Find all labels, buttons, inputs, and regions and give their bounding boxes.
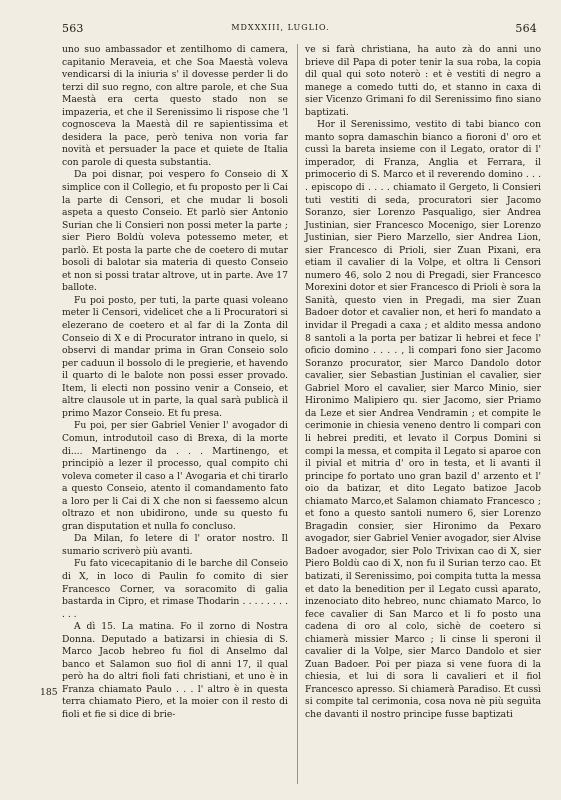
right-column	[305, 44, 541, 722]
left-column-paragraph: Da poi disnar, poi vespero fo Conseio di X simplice con il Collegio, et fu proposto per li Cai la parte di Censori, et che mudar li bosoli aspeta a questo Conseio. Et parlò sier Antonio Surian che li Consieri non possi meter la parte ; sier Piero Boldù voleva potessemo meter, et parlò. Et posta la parte che de coetero di mutar bosoli di balotar sia materia di questo Conseio et non si possi tratar altrove, ut in parte. Ave 17 ballote.	[62, 169, 288, 294]
left-page-number: 563	[62, 22, 84, 35]
running-title: MDXXXIII, LUGLIO.	[231, 23, 330, 32]
right-page-number: 564	[515, 22, 537, 35]
left-column-paragraph: uno suo ambassador et zentilhomo di camera, capitanio Meraveia, et che Soa Maestà voleva vendicarsi di la iniuria s' il dovesse perder li do terzi dil suo regno, con altre parole, et che Sua Maestà era certa questo stado non se impazeria, et che il Serenissimo li rispose che 'l cognosceva la Maestà dil re sapientissima et desidera la pace, però teniva non voria far novità et persuader la pace et quiete de Italia con parole di questa substantia.	[62, 44, 288, 168]
left-column-paragraph: A dì 15. La matina. Fo il zorno di Nostra Donna. Deputado a batizarsi in chiesia di S. Marco Jacob hebreo fu fiol di Anselmo dal banco et Salamon suo fiol di anni 17, il qual però ha do altri fioli fati christiani, et uno è in Franza chiamato Paulo . . . l' altro è in questa terra chiamato Piero, et la moier con il resto di fioli et fie si dice di brie-	[62, 621, 288, 720]
left-column	[62, 44, 288, 722]
right-column-paragraph: ve si farà christiana, ha auto zà do anni uno brieve dil Papa di poter tenir la sua roba, la copia dil qual qui soto noterò : et è vestiti di negro a manege a comedo tutti do, et stanno in caxa di sier Vicenzo Grimani fo dil Serenissimo fino siano baptizati.	[305, 44, 541, 118]
left-column-paragraph: Fu poi posto, per tuti, la parte quasi voleano meter li Censori, videlicet che a li Procuratori si elezerano de coetero et al far di la Zonta dil Conseio di X e di Procurator intrano in quelo, si observi di mandar prima in Gran Conseio solo per caduun il bossolo di le pregierie, et havendo il quarto di le balote non possi esser provado. Item, li electi non possino venir a Conseio, et altre clausole ut in parte, la qual sarà publicà il primo Mazor Conseio. Et fu presa.	[62, 294, 288, 419]
right-column-paragraph: Hor il Serenissimo, vestito di tabi bianco con manto sopra damaschin bianco a fioroni d' oro et cussì la bareta insieme con il Legato, orator di l' imperador, di Franza, Anglia et Ferrara, il primocerio di S. Marco et il reverendo domino . . . . episcopo di . . . . chiamato il Gergeto, li Consieri tuti vestiti di seda, procuratori sier Jacomo Soranzo, sier Lorenzo Pasqualigo, sier Andrea Justinian, sier Francesco Mocenigo, sier Lorenzo Justinian, sier Piero Marzello, sier Andrea Lion, sier Francesco di Prioli, sier Zuan Pixani, era etiam il cavalier di la Volpe, et oltra li Censori numero 46, solo 2 nou di Pregadi, sier Francesco Morexini dotor et sier Francesco di Prioli è sora la Sanità, questo vien in Pregadi, ma sier Zuan Badoer dotor et cavalier non, et heri fo mandato a invidar il Pregadi a caxa ; et aldito messa andono 8 santoli a la porta per batizar li hebrei et fece l' oficio domino . . . . , li compari fono sier Jacomo Soranzo procurator, sier Marco Dandolo dotor cavalier, sier Sebastian Justinian el cavalier, sier Gabriel Moro el cavalier, sier Marco Minio, sier Hironimo Malipiero qu. sier Jacomo, sier Priamo da Leze et sier Andrea Vendramin ; et compite le cerimonie in chiesia veneno dentro li compari con li hebrei prediti, et levato il Corpus Domini si compi la messa, et compita il Legato si aparoe con il pivial et mitria d' oro in testa, et li avanti il principe fo portato uno gran bazil d' arzento et l' oio da batizar, et dito Legato batizoe Jacob chiamato Marco,et Salamon chiamato Francesco ; et fono a questo santoli numero 6, sier Lorenzo Bragadin consier, sier Hironimo da Pexaro avogador, sier Gabriel Venier avogador, sier Alvise Badoer avogador, sier Polo Trivixan cao di X, sier Piero Boldù cao di X, non fu il Surian terzo cao. Et batizati, il Serenissimo, poi compita tutta la messa et dato la benedition per il Legato cussì aparato, inzenociato dito hebreo, nunc chiamato Marco, lo fece cavalier di San Marco et li fo posto una cadena di oro al colo, sichè de coetero si chiamerà missier Marco ; li cinse li speroni il cavalier di la Volpe, sier Marco Dandolo et sier Zuan Badoer. Poi per piaza si vene fuora di la chiesia, et lui di sora li cavalieri et il fiol Francesco apresso. Si chiamerà Paradiso. Et cussì si compite tal cerimonia, cosa nova nè più seguìta che davanti il nostro principe fusse baptizati	[305, 119, 541, 720]
left-column-paragraph: Da Milan, fo letere di l' orator nostro. Il sumario scriverò più avanti.	[62, 533, 288, 557]
margin-note: 185	[40, 687, 58, 698]
left-column-paragraph: Fu poi, per sier Gabriel Venier l' avogador di Comun, introdutoil caso di Brexa, di la morte di.... Martinengo da . . . Martinengo, et principiò a lezer il processo, qual compito chi voleva cometer il caso a l' Avogaria et chi tirarlo a questo Conseio, atento il comandamento fato a loro per li Cai di X che non si faessemo alcun oltrazo et non ubidirono, unde su questo fu gran disputation et nulla fo concluso.	[62, 420, 288, 532]
column-divider	[297, 44, 298, 784]
running-header	[0, 22, 561, 38]
left-column-paragraph: Fu fato vicecapitanio di le barche dil Conseio di X, in loco di Paulin fo comito di sier Francesco Corner, va soracomito di galia bastarda in Cipro, et rimase Thodarin . . . . . . . . . . .	[62, 558, 288, 620]
